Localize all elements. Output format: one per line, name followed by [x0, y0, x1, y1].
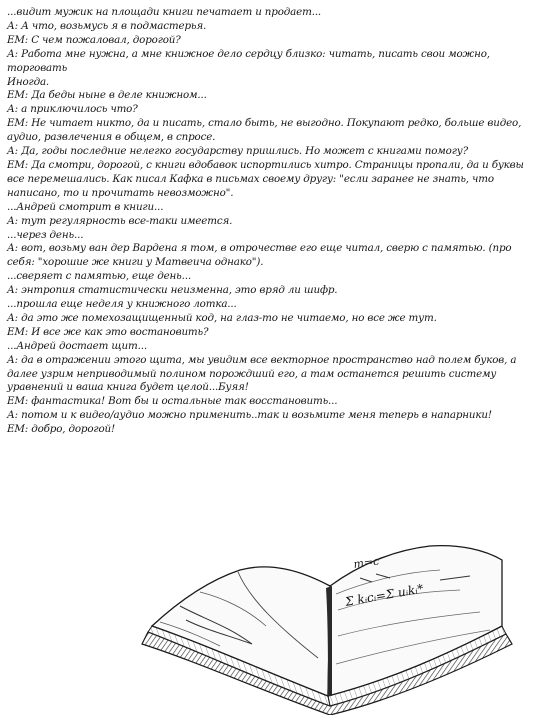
- dialogue-line: ЕМ: С чем пожаловал, дорогой?: [7, 33, 181, 46]
- dialogue-line: Иногда.: [7, 75, 50, 88]
- dialogue-line: ЕМ: Не читает никто, да и писать, стало быть, не выгодно. Покупают редко, больше видео, аудио, развлечения в общем, в спросе.: [7, 117, 522, 144]
- dialogue-line: А: А что, возьмусь я в подмастерья.: [7, 19, 207, 32]
- dialogue-line: А: энтропия статистически неизменна, это вряд ли шифр.: [7, 284, 338, 297]
- dialogue-line: ЕМ: И все же как это востановить?: [7, 325, 209, 338]
- dialogue-line: А: Работа мне нужна, а мне книжное дело сердцу близко: читать, писать свои можно, торговать: [7, 47, 490, 74]
- dialogue-line: ...через день...: [7, 228, 84, 241]
- dialogue-line: ЕМ: фантастика! Вот бы и остальные так восстановить...: [7, 395, 338, 408]
- dialogue-line: ЕМ: Да смотри, дорогой, с книги вдобавок испортились хитро. Страницы пропали, да и буквы все перемешались. Как писал Кафка в письмах своему другу: "если заранее не знать, что написано, то и прочитать невозможно".: [7, 158, 524, 199]
- dialogue-line: А: а приключилось что?: [7, 103, 138, 116]
- dialogue-line: ...видит мужик на площади книги печатает и продает...: [7, 6, 322, 18]
- open-book-illustration: [140, 540, 520, 715]
- dialogue-line: А: вот, возьму ван дер Вардена я том, в отрочестве его еще читал, сверю с памятью. (про себя: "хорошие же книги у Матвеича однако").: [7, 242, 512, 269]
- book-inscription: m=c: [352, 554, 380, 571]
- dialogue-line: ...Андрей смотрит в книги...: [7, 200, 164, 213]
- dialogue-line: А: тут регулярность все-таки имеется.: [7, 214, 233, 227]
- dialogue-text: [7, 6, 529, 437]
- dialogue-line: ЕМ: Да беды ныне в деле книжном...: [7, 89, 207, 102]
- book-inscription: Σ kᵢcᵢ=Σ uᵢkᵢ*: [344, 581, 425, 609]
- dialogue-line: ...прошла еще неделя у книжного лотка...: [7, 298, 237, 311]
- dialogue-line: ЕМ: добро, дорогой!: [7, 423, 115, 436]
- dialogue-line: А: Да, годы последние нелегко государству пришлись. Но может с книгами помогу?: [7, 145, 468, 158]
- dialogue-line: ...сверяет с памятью, еще день...: [7, 270, 192, 283]
- dialogue-line: ...Андрей достает щит...: [7, 339, 147, 352]
- dialogue-line: А: да это же помехозащищенный код, на глаз-то не читаемо, но все же тут.: [7, 311, 437, 324]
- dialogue-line: А: да в отражении этого щита, мы увидим все векторное пространство над полем буков, а далее узрим неприводимый полином порождший его, а там останется решить систему уравнений и ваша книга будет целой...Буяя!: [7, 353, 517, 394]
- dialogue-line: А: потом и к видео/аудио можно применить..так и возьмите меня теперь в напарники!: [7, 409, 492, 422]
